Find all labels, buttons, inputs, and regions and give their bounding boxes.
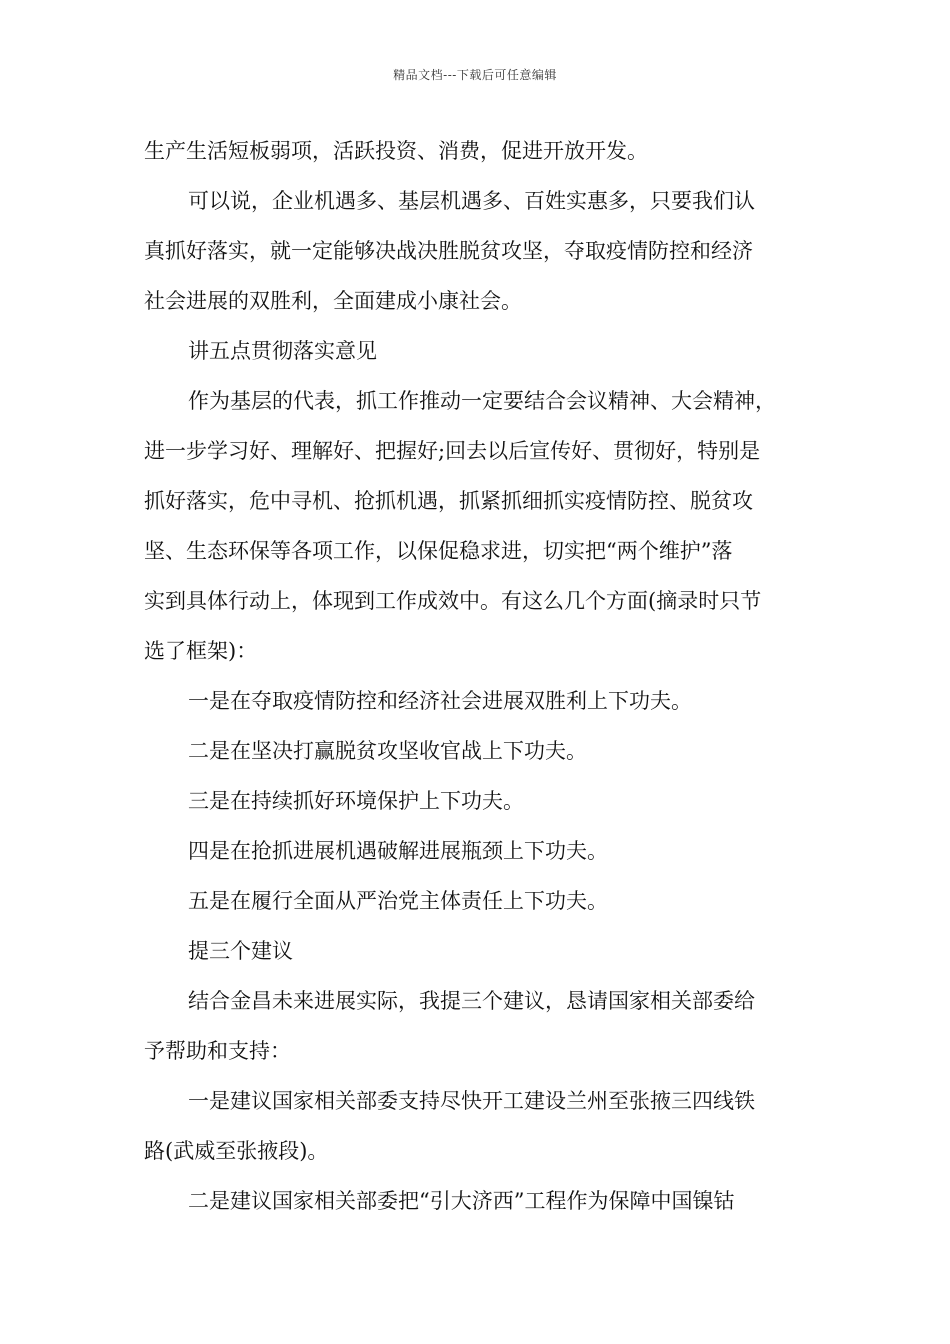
text-line: 结合金昌未来进展实际，我提三个建议，恳请国家相关部委给 xyxy=(188,989,755,1013)
text-line: 进一步学习好、理解好、把握好;回去以后宣传好、贯彻好，特别是 xyxy=(144,439,761,463)
text-line: 生产生活短板弱项，活跃投资、消费，促进开放开发。 xyxy=(144,139,648,163)
text-line: 路(武威至张掖段)。 xyxy=(144,1139,329,1163)
text-line: 坚、生态环保等各项工作，以保促稳求进，切实把“两个维护”落 xyxy=(144,539,733,563)
list-item: 三是在持续抓好环境保护上下功夫。 xyxy=(188,789,524,813)
list-item: 四是在抢抓进展机遇破解进展瓶颈上下功夫。 xyxy=(188,839,608,863)
text-line: 作为基层的代表，抓工作推动一定要结合会议精神、大会精神， xyxy=(188,389,776,413)
section-heading: 讲五点贯彻落实意见 xyxy=(188,339,377,363)
text-line: 选了框架)： xyxy=(144,639,258,663)
text-line: 真抓好落实，就一定能够决战决胜脱贫攻坚，夺取疫情防控和经济 xyxy=(144,239,753,263)
text-line: 抓好落实，危中寻机、抢抓机遇，抓紧抓细抓实疫情防控、脱贫攻 xyxy=(144,489,753,513)
list-item: 五是在履行全面从严治党主体责任上下功夫。 xyxy=(188,889,608,913)
text-line: 可以说，企业机遇多、基层机遇多、百姓实惠多，只要我们认 xyxy=(188,189,755,213)
page-header: 精品文档---下载后可任意编辑 xyxy=(393,68,557,82)
text-line: 社会进展的双胜利，全面建成小康社会。 xyxy=(144,289,522,313)
list-item: 一是在夺取疫情防控和经济社会进展双胜利上下功夫。 xyxy=(188,689,692,713)
section-heading: 提三个建议 xyxy=(188,939,293,963)
text-line: 予帮助和支持： xyxy=(144,1039,291,1063)
list-item: 二是在坚决打赢脱贫攻坚收官战上下功夫。 xyxy=(188,739,587,763)
list-item: 一是建议国家相关部委支持尽快开工建设兰州至张掖三四线铁 xyxy=(188,1089,755,1113)
text-line: 实到具体行动上，体现到工作成效中。有这么几个方面(摘录时只节 xyxy=(144,589,762,613)
list-item: 二是建议国家相关部委把“引大济西”工程作为保障中国镍钴 xyxy=(188,1189,735,1213)
